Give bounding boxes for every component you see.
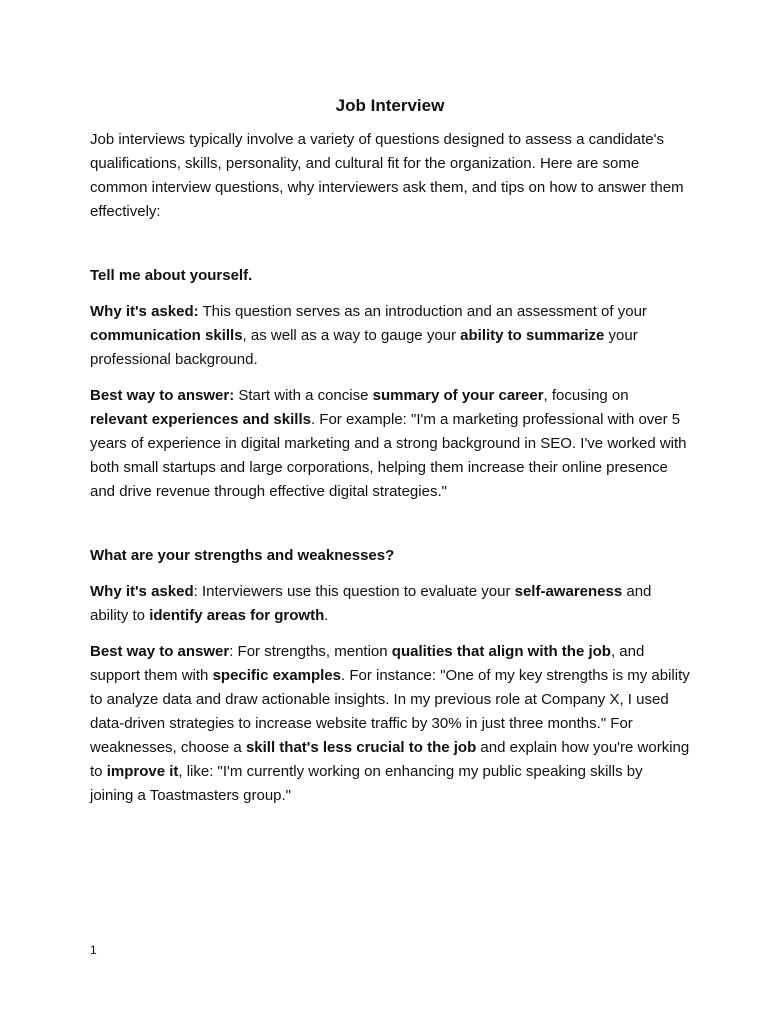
question-heading-2: What are your strengths and weaknesses? <box>90 547 395 564</box>
text-run: . For example: "I'm a marketing professional with over 5 years of experience in digital marketing and a strong background in SEO. I've worked with both small startups and large corporations, helping them increase their online presence and drive revenue through effective digital strategies." <box>90 411 687 500</box>
text-run: and explain how you're working to <box>90 739 690 780</box>
text-run: and ability to <box>90 583 652 624</box>
bold-phrase: improve it <box>106 763 179 780</box>
bold-phrase: relevant experiences and skills <box>90 411 311 428</box>
bold-phrase: skill that's less crucial to the job <box>245 739 477 756</box>
text-run: , and support them with <box>90 643 645 684</box>
best-answer-label: Best way to answer <box>90 643 230 660</box>
why-asked-paragraph-2 <box>90 580 690 628</box>
bold-phrase: qualities that align with the job <box>391 643 611 660</box>
intro-paragraph: Job interviews typically involve a variety of questions designed to assess a candidate's qualifications, skills, personality, and cultural fit for the organization. Here are some common interview questions, why interviewers ask them, and tips on how to answer them effectively: <box>90 131 684 220</box>
bold-phrase: self-awareness <box>514 583 623 600</box>
bold-phrase: identify areas for growth <box>149 607 325 624</box>
text-run: , focusing on <box>543 387 629 404</box>
bold-phrase: communication skills <box>90 327 243 344</box>
text-run: . For instance: "One of my key strengths is my ability to analyze data and draw actionable insights. In my previous role at Company X, I used data-driven strategies to increase website traffic by 30% in just three months." For weaknesses, choose a <box>90 667 690 756</box>
bold-phrase: summary of your career <box>372 387 544 404</box>
document-title: Job Interview <box>335 96 445 115</box>
bold-phrase: specific examples <box>212 667 341 684</box>
text-run: your professional background. <box>90 327 638 368</box>
text-run: : Interviewers use this question to evaluate your <box>193 583 515 600</box>
question-heading-1: Tell me about yourself. <box>90 267 253 284</box>
best-answer-label: Best way to answer: <box>90 387 235 404</box>
why-asked-paragraph-1 <box>90 300 690 372</box>
document-page <box>90 94 690 848</box>
text-run: : For strengths, mention <box>229 643 392 660</box>
text-run: This question serves as an introduction and an assessment of your <box>198 303 647 320</box>
text-run: , as well as a way to gauge your <box>242 327 461 344</box>
text-run: . <box>324 607 329 624</box>
text-run: , like: "I'm currently working on enhancing my public speaking skills by joining a Toastmasters group." <box>90 763 643 804</box>
page-number: 1 <box>90 943 97 957</box>
best-answer-paragraph-2 <box>90 640 690 808</box>
bold-phrase: ability to summarize <box>460 327 605 344</box>
why-asked-label: Why it's asked: <box>90 303 199 320</box>
why-asked-label: Why it's asked <box>90 583 194 600</box>
text-run: Start with a concise <box>234 387 373 404</box>
best-answer-paragraph-1 <box>90 384 690 504</box>
